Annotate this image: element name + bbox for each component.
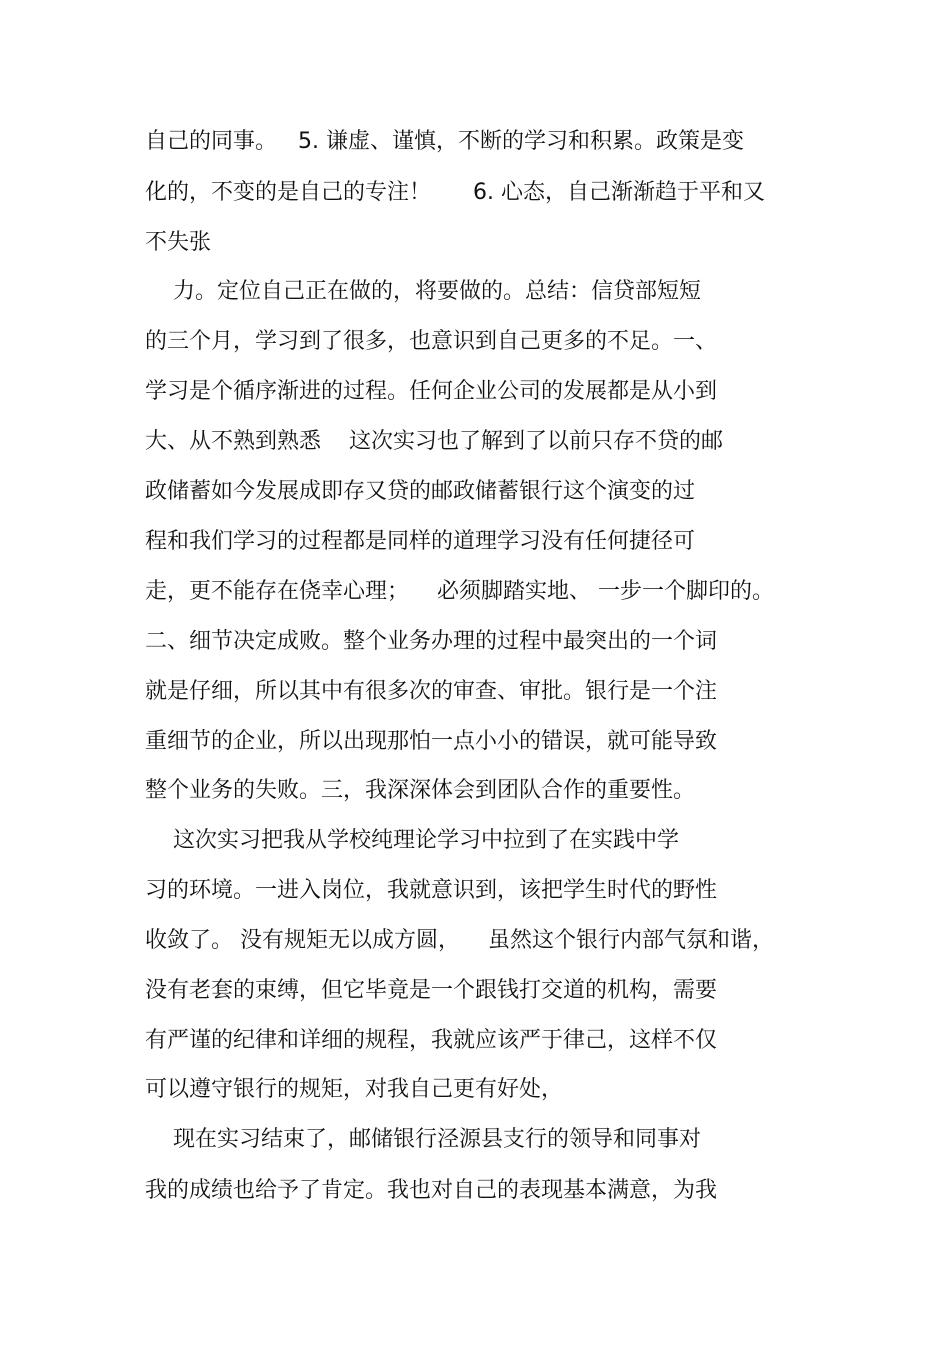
text-line: 大、从不熟到熟悉 这次实习也了解到了以前只存不贷的邮 bbox=[145, 429, 723, 454]
text-line: 我的成绩也给予了肯定。我也对自己的表现基本满意，为我 bbox=[145, 1178, 718, 1203]
text-line: 程和我们学习的过程都是同样的道理学习没有任何捷径可 bbox=[145, 529, 696, 554]
text-line: 重细节的企业，所以出现那怕一点小小的错误，就可能导致 bbox=[145, 729, 718, 754]
text-line: 化的，不变的是自己的专注！ 6. 心态，自己渐渐趋于平和又 bbox=[145, 180, 765, 205]
text-line: 习的环境。一进入岗位，我就意识到，该把学生时代的野性 bbox=[145, 878, 718, 903]
text-line: 力。定位自己正在做的，将要做的。总结：信贷部短短 bbox=[145, 279, 701, 304]
text-line: 现在实习结束了，邮储银行泾源县支行的领导和同事对 bbox=[145, 1127, 701, 1152]
text-line: 收敛了。 没有规矩无以成方圆， 虽然这个银行内部气氛和谐， bbox=[145, 928, 774, 953]
text-line: 自己的同事。 5. 谦虚、谨慎，不断的学习和积累。政策是变 bbox=[145, 129, 744, 154]
text-line: 有严谨的纪律和详细的规程，我就应该严于律己，这样不仅 bbox=[145, 1028, 718, 1053]
text-line: 学习是个循序渐进的过程。任何企业公司的发展都是从小到 bbox=[145, 379, 718, 404]
text-line: 政储蓄如今发展成即存又贷的邮政储蓄银行这个演变的过 bbox=[145, 479, 696, 504]
text-line: 就是仔细，所以其中有很多次的审查、审批。银行是一个注 bbox=[145, 679, 718, 704]
text-line: 没有老套的束缚，但它毕竟是一个跟钱打交道的机构，需要 bbox=[145, 978, 718, 1003]
text-line: 整个业务的失败。三，我深深体会到团队合作的重要性。 bbox=[145, 778, 696, 803]
text-line: 可以遵守银行的规矩，对我自己更有好处， bbox=[145, 1077, 564, 1102]
text-line: 走，更不能存在侥幸心理； 必须脚踏实地、 一步一个脚印的。 bbox=[145, 579, 774, 604]
text-line: 这次实习把我从学校纯理论学习中拉到了在实践中学 bbox=[145, 828, 679, 853]
text-line: 二、细节决定成败。整个业务办理的过程中最突出的一个词 bbox=[145, 629, 718, 654]
text-line: 不失张 bbox=[145, 230, 212, 255]
text-line: 的三个月，学习到了很多，也意识到自己更多的不足。一、 bbox=[145, 329, 718, 354]
